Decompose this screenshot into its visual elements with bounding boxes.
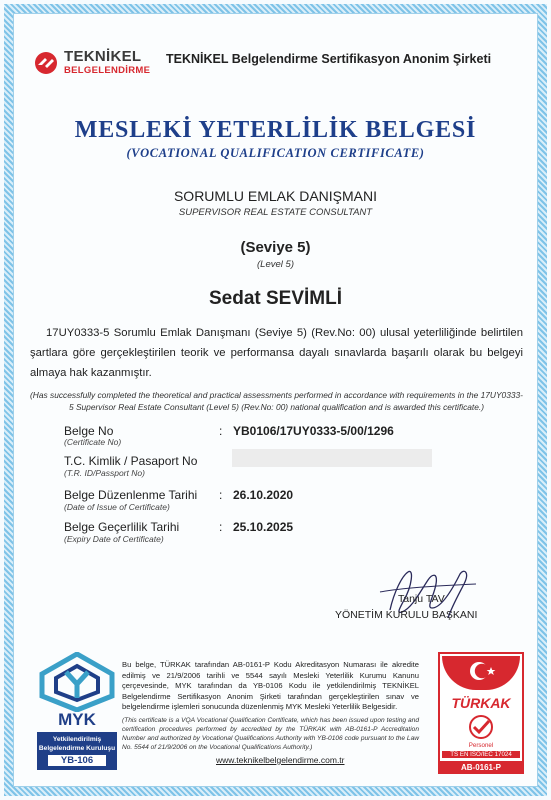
issue-date-value: 26.10.2020 — [233, 488, 294, 502]
field-colon: : — [219, 488, 223, 502]
checkmark-icon — [464, 714, 498, 740]
id-no-sublabel: (T.R. ID/Passport No) — [64, 468, 145, 478]
certificate-subtitle: (VOCATIONAL QUALIFICATION CERTIFICATE) — [126, 146, 425, 160]
expiry-date-sublabel: (Expiry Date of Certificate) — [64, 534, 164, 544]
occupation-tr: SORUMLU EMLAK DANIŞMANI — [173, 188, 378, 204]
occupation-en: SUPERVISOR REAL ESTATE CONSULTANT — [178, 207, 373, 218]
turkak-accreditation-code: AB-0161-P — [438, 761, 524, 774]
holder-name: Sedat SEVİMLİ — [208, 288, 343, 309]
expiry-date-value: 25.10.2025 — [233, 520, 294, 534]
certificate-no-value: YB0106/17UY0333-5/00/1296 — [233, 424, 394, 438]
signer-name: Tanju TAV — [398, 593, 445, 605]
crescent-star-icon — [442, 656, 524, 688]
level-en: (Level 5) — [257, 259, 294, 270]
statement-tr: 17UY0333-5 Sorumlu Emlak Danışmanı (Seviye 5) (Rev.No: 00) ulusal yeterliliğinde belirtilen şartlara göre gerçekleştirilen teorik ve performansa dayalı sınavlarda başarılı olarak bu belgeyi almaya hak kazanmıştır. — [30, 327, 523, 379]
issue-date-label: Belge Düzenlenme Tarihi — [64, 488, 198, 502]
turkak-logo — [438, 652, 524, 774]
field-colon: : — [219, 520, 223, 534]
field-colon: : — [219, 424, 223, 438]
teknikel-logo-mark-icon — [34, 51, 58, 75]
myk-emblem-icon — [36, 652, 118, 712]
expiry-date-label: Belge Geçerlilik Tarihi — [64, 520, 180, 534]
myk-logo-text: MYK — [58, 710, 96, 729]
company-name: TEKNİKEL Belgelendirme Sertifikasyon Anonim Şirketi — [166, 52, 492, 66]
myk-box-line2: Belgelendirme Kuruluşu — [38, 745, 116, 752]
turkak-flag-band — [442, 656, 520, 690]
logo-text-belgelendirme: BELGELENDİRME — [64, 65, 151, 76]
myk-code: YB-106 — [48, 755, 106, 766]
signer-title: YÖNETİM KURULU BAŞKANI — [335, 609, 478, 621]
certificate-no-sublabel: (Certificate No) — [64, 437, 122, 447]
turkak-standard: TS EN ISO/IEC 17024 — [442, 751, 520, 759]
website-link[interactable]: www.teknikelbelgelendirme.com.tr — [216, 755, 345, 765]
accreditation-text-en: (This certificate is a VQA Vocational Qualification Certificate, which has been issued upon testing and certification procedures performed by accredited by the TÜRKAK with AB-0161-P Accreditation Number and authorized by Vocational Qualifications Authority with YB-0106 code pursuant to the Law No. 5544 of 21/9/2006 on the Vocational Qualifications Authority.) — [122, 717, 419, 751]
id-no-redacted — [232, 449, 432, 467]
teknikel-logo — [34, 46, 154, 80]
myk-box-line1: Yetkilendirilmiş — [52, 736, 102, 743]
certificate-title: MESLEKİ YETERLİLİK BELGESİ — [74, 117, 477, 143]
certificate-no-label: Belge No — [64, 424, 114, 438]
statement-en: (Has successfully completed the theoretical and practical assessments performed in accordance with requirements in the 17UY0333-5 Supervisor Real Estate Consultant (Level 5) (Rev.No: 00) national qualification and is awarded this certificate.) — [30, 390, 523, 412]
myk-authorization-box — [37, 732, 117, 770]
turkak-scope — [442, 742, 520, 759]
issue-date-sublabel: (Date of Issue of Certificate) — [64, 502, 170, 512]
myk-logo — [36, 652, 118, 770]
logo-text-teknikel: TEKNİKEL — [64, 48, 142, 65]
accreditation-text-tr: Bu belge, TÜRKAK tarafından AB-0161-P Kodu Akreditasyon Numarası ile akredite edilmiş ve 21/9/2006 tarihli ve 5544 sayılı Mesleki Yeterlilik Kurumu Kanunu çerçevesinde, MYK tarafından da YB-0106 Kodu ile yetkilendirilmiş TEKNİKEL Belgelendirme Sertifikasyon Anonim Şirketi tarafından gerçekleştirilen sınav ve belgelendirme işlemleri sonucunda düzenlenmiş MYK Mesleki Yeterlilik Belgesidir. — [122, 660, 419, 711]
id-no-label: T.C. Kimlik / Pasaport No — [64, 454, 198, 468]
level-tr: (Seviye 5) — [240, 239, 311, 256]
turkak-name: TÜRKAK — [451, 695, 511, 711]
turkak-scope-label: Personel — [468, 742, 494, 749]
